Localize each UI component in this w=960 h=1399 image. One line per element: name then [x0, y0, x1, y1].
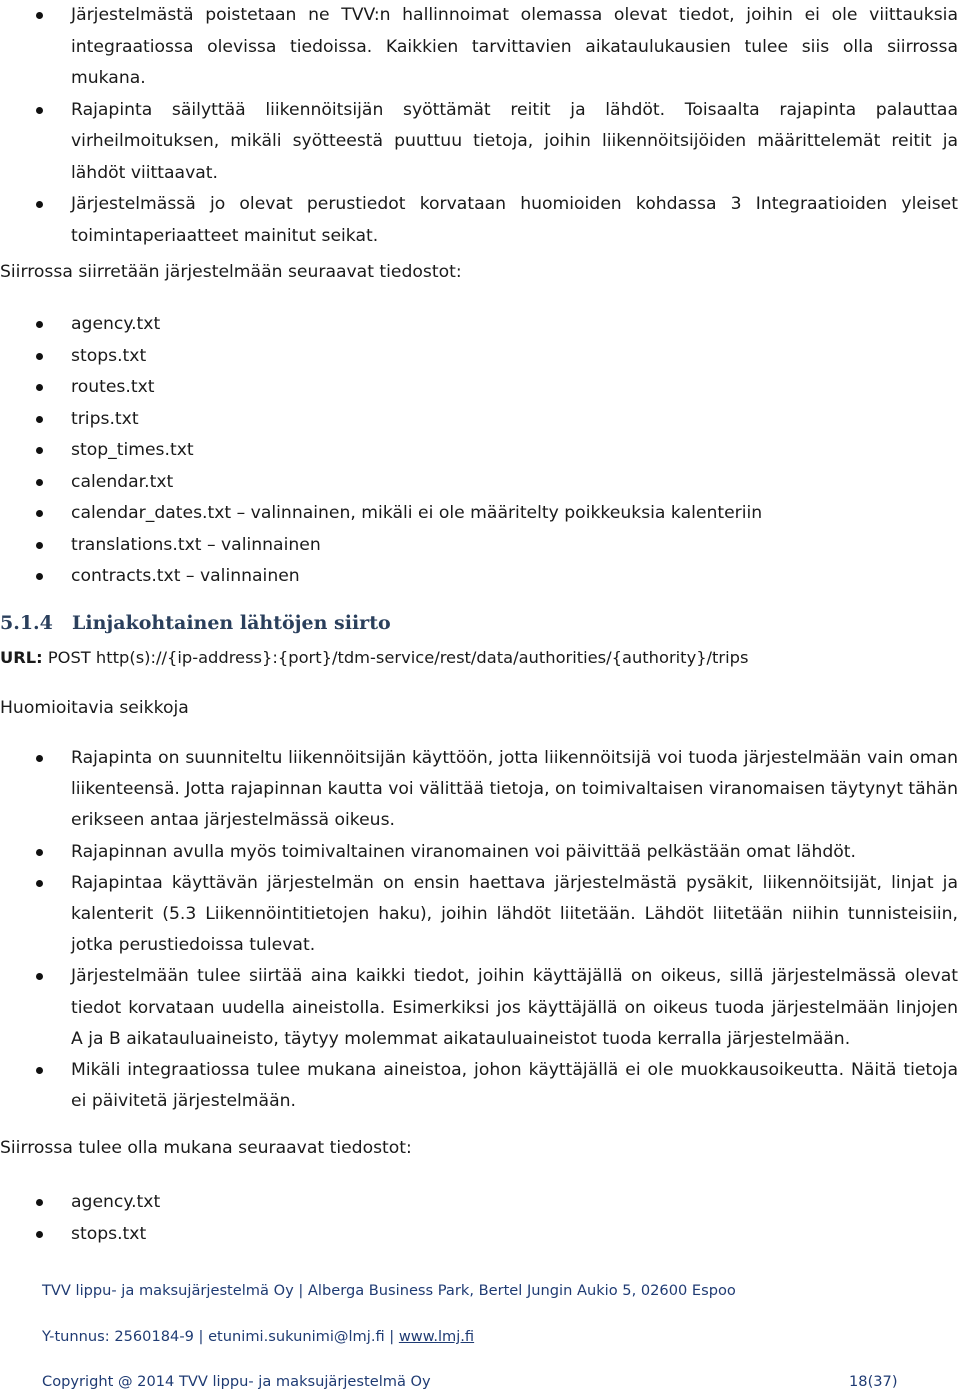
- section-title: Linjakohtainen lähtöjen siirto: [72, 612, 391, 634]
- website-link[interactable]: www.lmj.fi: [398, 1328, 475, 1345]
- list-item: translations.txt – valinnainen: [0, 530, 960, 562]
- page-number: 18(37): [849, 1373, 898, 1390]
- footer-copyright: Copyright @ 2014 TVV lippu- ja maksujärjestelmä Oy: [42, 1373, 431, 1390]
- notes-bullet-list: [0, 743, 960, 1117]
- list-item: routes.txt: [0, 372, 960, 404]
- top-bullet-list: [0, 0, 960, 252]
- list-item: stops.txt: [0, 341, 960, 373]
- files-intro-text: Siirrossa siirretään järjestelmään seuraavat tiedostot:: [0, 262, 462, 282]
- list-item: calendar_dates.txt – valinnainen, mikäli ei ole määritelty poikkeuksia kalenteriin: [0, 498, 960, 530]
- list-item: agency.txt: [0, 309, 960, 341]
- files-list: [0, 309, 960, 593]
- list-item: Järjestelmästä poistetaan ne TVV:n hallinnoimat olemassa olevat tiedot, joihin ei ole viittauksia integraatiossa olevissa tiedoissa. Kaikkien tarvittavien aikataulukausien tulee siis olla siirrossa mukana.: [0, 0, 960, 95]
- list-item: Rajapinta säilyttää liikennöitsijän syöttämät reitit ja lähdöt. Toisaalta rajapinta palauttaa virheilmoituksen, mikäli syötteestä puuttuu tietoja, joihin liikennöitsijöiden määrittelemät reitit ja lähdöt viittaavat.: [0, 95, 960, 190]
- list-item: Rajapinnan avulla myös toimivaltainen viranomainen voi päivittää pelkästään omat lähdöt.: [0, 837, 960, 868]
- list-item: agency.txt: [0, 1187, 960, 1219]
- list-item: Järjestelmään tulee siirtää aina kaikki tiedot, joihin käyttäjällä on oikeus, sillä järjestelmässä olevat tiedot korvataan uudella aineistolla. Esimerkiksi jos käyttäjällä on oikeus tuoda järjestelmään linjojen A ja B aikatauluaineisto, täytyy molemmat aikatauluaineistot tuoda kerralla järjestelmään.: [0, 961, 960, 1055]
- list-item: trips.txt: [0, 404, 960, 436]
- files-list-2: [0, 1187, 960, 1250]
- list-item: calendar.txt: [0, 467, 960, 499]
- notes-heading: Huomioitavia seikkoja: [0, 698, 189, 718]
- list-item: Mikäli integraatiossa tulee mukana aineistoa, johon käyttäjällä ei ole muokkausoikeutta. Näitä tietoja ei päivitetä järjestelmään.: [0, 1055, 960, 1117]
- footer-id-text: Y-tunnus: 2560184-9 | etunimi.sukunimi@lmj.fi |: [42, 1328, 399, 1345]
- list-item: Rajapinta on suunniteltu liikennöitsijän käyttöön, jotta liikennöitsijä voi tuoda järjestelmään vain oman liikenteensä. Jotta rajapinnan kautta voi välittää tietoja, on toimivaltaisen viranomaisen täytynyt tähän erikseen antaa järjestelmässä oikeus.: [0, 743, 960, 837]
- section-number: 5.1.4: [0, 612, 53, 634]
- footer-company-line: TVV lippu- ja maksujärjestelmä Oy | Alberga Business Park, Bertel Jungin Aukio 5, 02600 Espoo: [42, 1282, 736, 1299]
- section-heading: [0, 612, 391, 634]
- list-item: contracts.txt – valinnainen: [0, 561, 960, 593]
- list-item: Rajapintaa käyttävän järjestelmän on ensin haettava järjestelmästä pysäkit, liikennöitsijät, linjat ja kalenterit (5.3 Liikennöintitietojen haku), joihin lähdöt liitetään. Lähdöt liitetään niihin tunnisteisiin, jotka perustiedoissa tulevat.: [0, 868, 960, 962]
- files-intro-text-2: Siirrossa tulee olla mukana seuraavat tiedostot:: [0, 1138, 412, 1158]
- footer-id-line: [42, 1328, 474, 1345]
- endpoint-url: [0, 648, 748, 667]
- url-value: POST http(s)://{ip-address}:{port}/tdm-service/rest/data/authorities/{authority}/trips: [42, 648, 749, 667]
- list-item: Järjestelmässä jo olevat perustiedot korvataan huomioiden kohdassa 3 Integraatioiden yleiset toimintaperiaatteet mainitut seikat.: [0, 189, 960, 252]
- list-item: stops.txt: [0, 1219, 960, 1251]
- url-label: URL:: [0, 648, 43, 667]
- list-item: stop_times.txt: [0, 435, 960, 467]
